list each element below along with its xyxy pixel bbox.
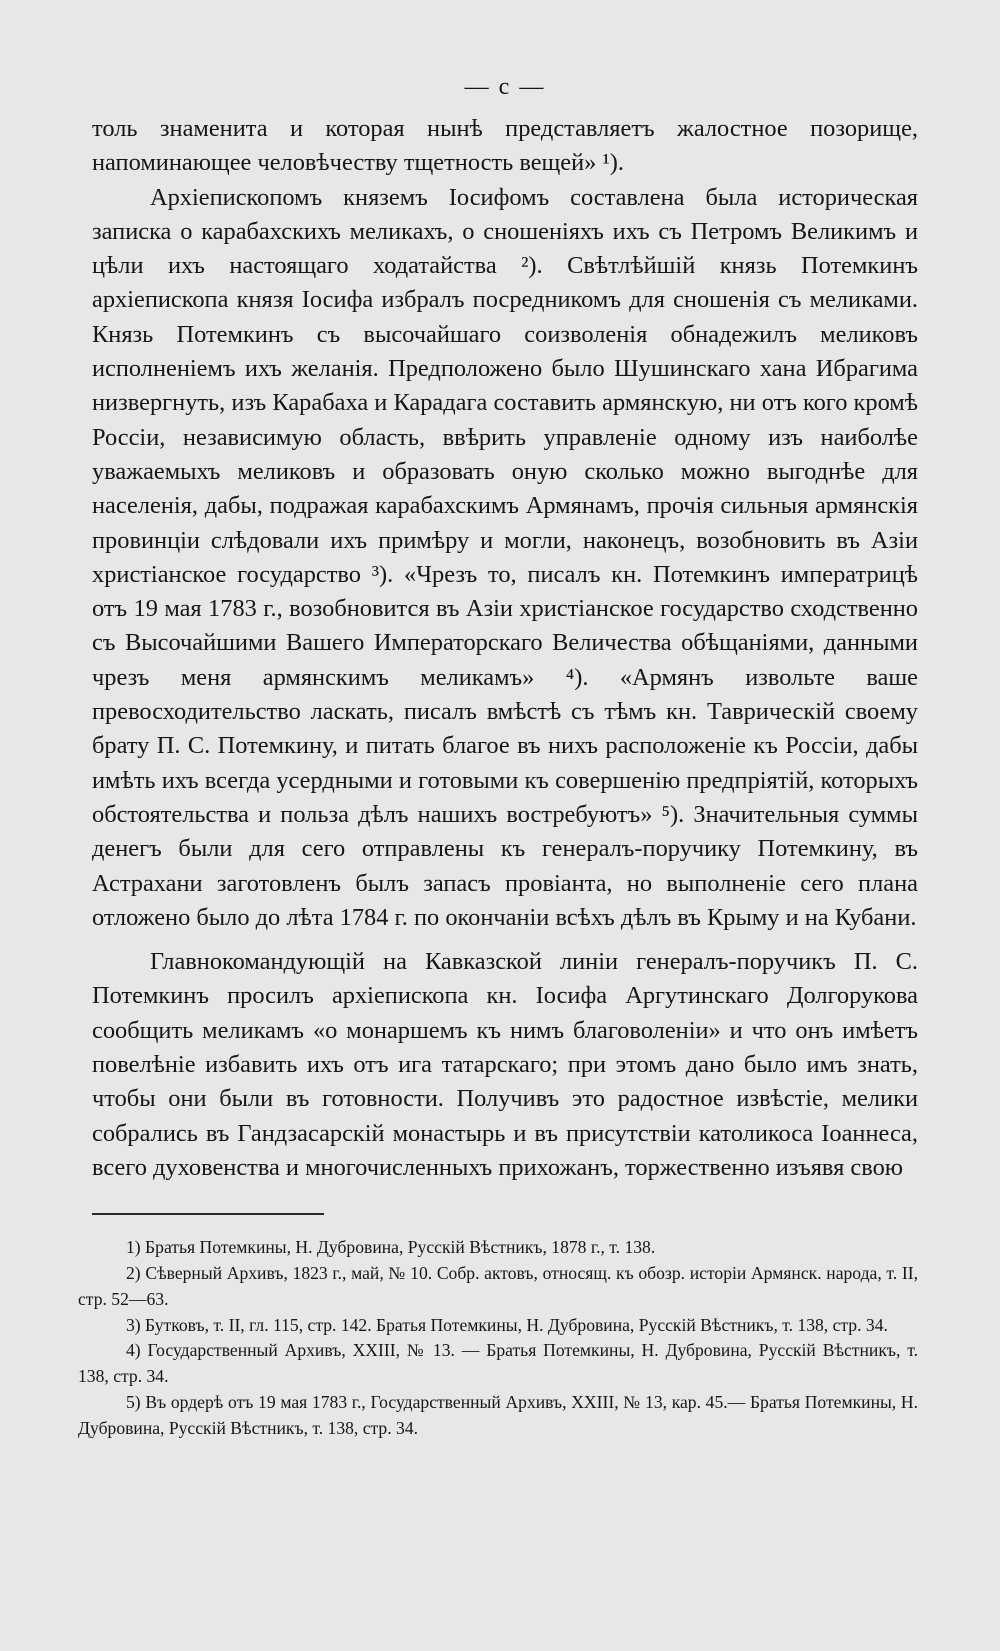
paragraph-potemkin-meliks: Архіепископомъ княземъ Іосифомъ составлена была историческая записка о карабахскихъ меликахъ, о сношеніяхъ ихъ съ Петромъ Великимъ и цѣли ихъ настоящаго ходатайства ²). Свѣтлѣйшій князь Потемкинъ архіепископа князя Іосифа избралъ посредникомъ для сношенія съ меликами. Князь Потемкинъ съ высочайшаго соизволенія обнадежилъ меликовъ исполненіемъ ихъ желанія. Предположено было Шушинскаго хана Ибрагима низвергнуть, изъ Карабаха и Карадага составить армянскую, ни отъ кого кромѣ Россіи, независимую область, ввѣрить управленіе одному изъ наиболѣе уважаемыхъ меликовъ и образовать оную сколько можно выгоднѣе для населенія, дабы, подражая карабахскимъ Армянамъ, прочія сильныя армянскія провинціи слѣдовали ихъ примѣру и могли, наконецъ, возобновить въ Азіи христіанское государство ³). «Чрезъ то, писалъ кн. Потемкинъ императрицѣ отъ 19 мая 1783 г., возобновится въ Азіи христіанское государство сходственно съ Высочайшими Вашего Императорскаго Величества обѣщаніями, данными чрезъ меня армянскимъ меликамъ» ⁴). «Армянъ извольте ваше превосходительство ласкать, писалъ вмѣстѣ съ тѣмъ кн. Таврическій своему брату П. С. Потемкину, и питать благое въ нихъ расположеніе къ Россіи, дабы имѣть ихъ всегда усердными и готовыми къ совершенію предпріятій, которыхъ обстоятельства и польза дѣлъ нашихъ востребуютъ» ⁵). Значительныя суммы денегъ были для сего отправлены къ генералъ-поручику Потемкину, въ Астрахани заготовленъ былъ запасъ провіанта, но выполненіе сего плана отложено было до лѣта 1784 г. по окончаніи всѣхъ дѣлъ въ Крыму и на Кубани. bbox=[92, 183, 918, 931]
footnotes bbox=[78, 1235, 918, 1441]
footnote-5: 5) Въ ордерѣ отъ 19 мая 1783 г., Государственный Архивъ, XXIII, № 13, кар. 45.— Братья Потемкины, Н. Дубровина, Русскій Вѣстникъ, т. 138, стр. 34. bbox=[78, 1391, 918, 1438]
page-number: — c — bbox=[464, 74, 546, 100]
footnote-4: 4) Государственный Архивъ, XXIII, № 13. — Братья Потемкины, Н. Дубровина, Русскій Вѣстникъ, т. 138, стр. 34. bbox=[78, 1340, 918, 1387]
paragraph-commander: Главнокомандующій на Кавказской линіи генералъ-поручикъ П. С. Потемкинъ просилъ архіепископа кн. Іосифа Аргутинскаго Долгорукова сообщить меликамъ «о монаршемъ къ нимъ благоволеніи» и что онъ имѣетъ повелѣніе избавить ихъ отъ ига татарскаго; при этомъ дано было имъ знать, чтобы они были въ готовности. Получивъ это радостное извѣстіе, мелики собрались въ Гандзасарскій монастырь и въ присутствіи католикоса Іоаннеса, всего духовенства и многочисленныхъ прихожанъ, торжественно изъявя свою bbox=[92, 948, 918, 1181]
paragraph-continuation: толь знаменита и которая нынѣ представляетъ жалостное позорище, напоминающее человѣчеству тщетность вещей» ¹). bbox=[92, 115, 918, 177]
footnote-separator bbox=[92, 1213, 324, 1215]
footnote-3: 3) Бутковъ, т. II, гл. 115, стр. 142. Братья Потемкины, Н. Дубровина, Русскій Вѣстникъ, т. 138, стр. 34. bbox=[126, 1314, 888, 1335]
footnote-2: 2) Сѣверный Архивъ, 1823 г., май, № 10. Собр. актовъ, относящ. къ обозр. исторіи Армянск. народа, т. II, стр. 52—63. bbox=[78, 1263, 918, 1309]
body-text bbox=[92, 112, 918, 1185]
footnote-1: 1) Братья Потемкины, Н. Дубровина, Русскій Вѣстникъ, 1878 г., т. 138. bbox=[126, 1237, 656, 1258]
